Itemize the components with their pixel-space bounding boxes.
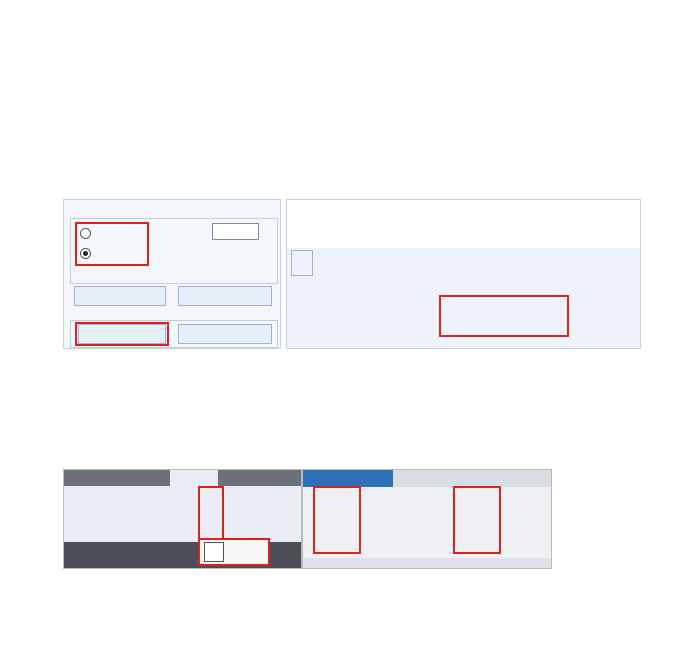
figure2-right (302, 469, 552, 569)
figure1-dialog (63, 199, 281, 349)
rod-length-input[interactable] (212, 223, 259, 240)
node-attr-highlight (453, 486, 501, 554)
special-brace-highlight (313, 486, 361, 554)
ribbon-highlight (439, 295, 569, 337)
radio-single-constraint[interactable] (80, 248, 91, 259)
delete-diagonal-button[interactable] (178, 324, 272, 344)
radio-node-support[interactable] (80, 228, 91, 239)
set-support-button[interactable] (74, 286, 166, 306)
delete-support-button[interactable] (178, 286, 272, 306)
figure2-left (63, 469, 302, 569)
set-support-icon (204, 542, 224, 562)
set-diagonal-button[interactable] (78, 324, 166, 344)
figure1-ribbon (286, 199, 641, 349)
